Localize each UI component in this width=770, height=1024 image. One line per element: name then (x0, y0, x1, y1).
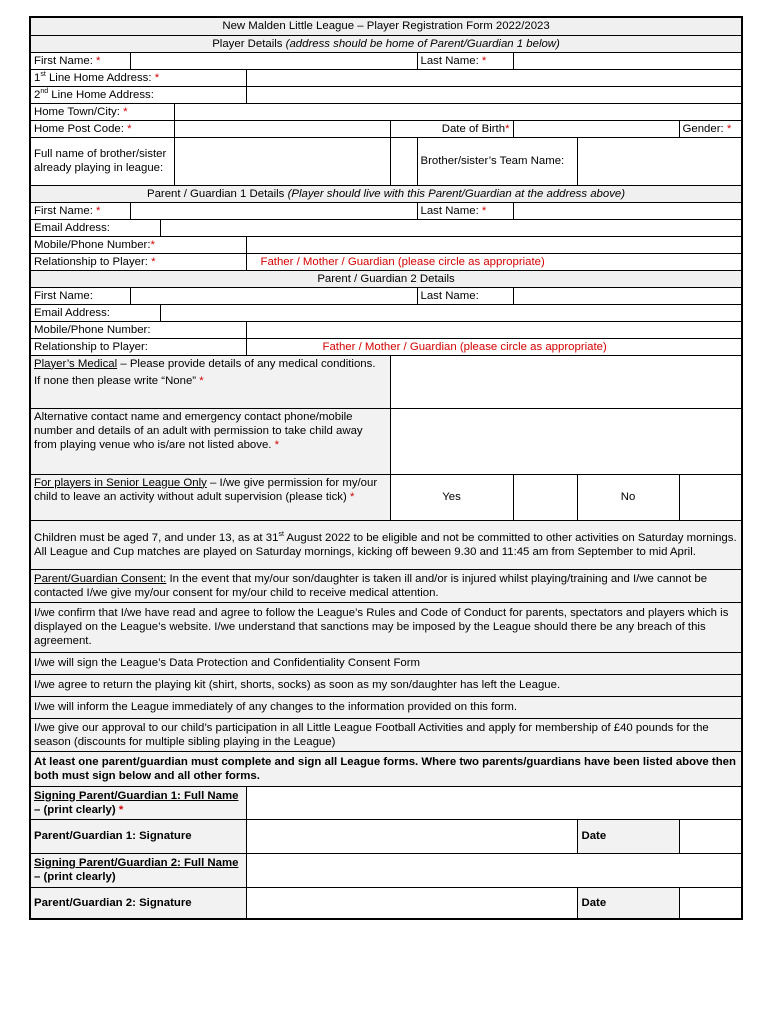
sibling-field[interactable] (174, 137, 390, 185)
emergency-label: Alternative contact name and emergency contact phone/mobile number and details of an adult with permission to take child away from playing venue who is/are not listed above. * (30, 408, 390, 474)
pg1-email-label: Email Address: (30, 219, 160, 236)
kit-return-text: I/we agree to return the playing kit (shirt, shorts, socks) as soon as my son/daughter has left the League. (30, 674, 742, 696)
pg1-last-name-label: Last Name: * (417, 202, 513, 219)
player-details-header: Player Details (address should be home of Parent/Guardian 1 below) (30, 35, 742, 52)
address2-field[interactable] (246, 86, 742, 103)
sign2-signature-field[interactable] (246, 887, 577, 919)
membership-text: I/we give our approval to our child’s participation in all Little League Football Activities and apply for membership of £40 pounds for the season (discounts for multiple sibling playing in the League) (30, 718, 742, 751)
pg1-first-name-label: First Name: * (30, 202, 130, 219)
pg2-email-label: Email Address: (30, 304, 160, 321)
form-title: New Malden Little League – Player Registration Form 2022/2023 (30, 17, 742, 35)
pg1-phone-field[interactable] (246, 236, 742, 253)
pg1-relationship-options[interactable]: Father / Mother / Guardian (please circle as appropriate) (246, 253, 742, 270)
dob-field[interactable] (513, 120, 679, 137)
address1-field[interactable] (246, 69, 742, 86)
pg2-relationship-label: Relationship to Player: (30, 338, 246, 355)
pg1-last-name-field[interactable] (513, 202, 742, 219)
pg2-first-name-label: First Name: (30, 287, 130, 304)
senior-yes-tick[interactable] (513, 474, 577, 520)
medical-field[interactable] (390, 355, 742, 408)
pg1-phone-label: Mobile/Phone Number:* (30, 236, 246, 253)
player-first-name-field[interactable] (130, 52, 417, 69)
senior-label: For players in Senior League Only – I/we give permission for my/our child to leave an activity without adult supervision (please tick) * (30, 474, 390, 520)
form-table (29, 16, 743, 920)
registration-form (29, 16, 741, 920)
sign2-name-field[interactable] (246, 853, 742, 887)
data-protection-text: I/we will sign the League’s Data Protection and Confidentiality Consent Form (30, 652, 742, 674)
senior-yes-label: Yes (390, 474, 513, 520)
pg2-header: Parent / Guardian 2 Details (30, 270, 742, 287)
town-label: Home Town/City: * (30, 103, 174, 120)
player-last-name-field[interactable] (513, 52, 742, 69)
sign1-date-label: Date (577, 819, 679, 853)
senior-no-tick[interactable] (679, 474, 742, 520)
age-rule: Children must be aged 7, and under 13, as at 31st August 2022 to be eligible and not be committed to other activities on Saturday mornings. All League and Cup matches are played on Saturday mornings, kicking off beween 9.30 and 11:45 am from September to mid April. (30, 520, 742, 569)
gender-label: Gender: * (679, 120, 742, 137)
senior-no-label: No (577, 474, 679, 520)
sibling-label: Full name of brother/sister already playing in league: (30, 137, 174, 185)
pg1-email-field[interactable] (160, 219, 742, 236)
pg1-relationship-label: Relationship to Player: * (30, 253, 246, 270)
pg2-relationship-options[interactable]: Father / Mother / Guardian (please circle as appropriate) (246, 338, 742, 355)
player-last-name-label: Last Name: * (417, 52, 513, 69)
inform-text: I/we will inform the League immediately of any changes to the information provided on this form. (30, 696, 742, 718)
pg2-email-field[interactable] (160, 304, 742, 321)
sibling-team-label: Brother/sister’s Team Name: (417, 137, 577, 185)
town-field[interactable] (174, 103, 742, 120)
postcode-label: Home Post Code: * (30, 120, 174, 137)
sign1-name-field[interactable] (246, 786, 742, 819)
sign2-signature-label: Parent/Guardian 2: Signature (30, 887, 246, 919)
sign1-name-label: Signing Parent/Guardian 1: Full Name – (print clearly) * (30, 786, 246, 819)
sign2-name-label: Signing Parent/Guardian 2: Full Name – (print clearly) (30, 853, 246, 887)
sibling-team-field[interactable] (577, 137, 742, 185)
address1-label: 1st Line Home Address: * (30, 69, 246, 86)
rules-text: I/we confirm that I/we have read and agree to follow the League’s Rules and Code of Conduct for parents, spectators and players which is displayed on the League’s website. I/we understand that sanctions may be imposed by the League should there be any breach of this agreement. (30, 602, 742, 652)
pg1-header: Parent / Guardian 1 Details (Player should live with this Parent/Guardian at the address above) (30, 185, 742, 202)
spacer-cell (390, 137, 417, 185)
address2-label: 2nd Line Home Address: (30, 86, 246, 103)
sign1-signature-field[interactable] (246, 819, 577, 853)
sign-notice: At least one parent/guardian must complete and sign all League forms. Where two parents/guardians have been listed above then both must sign below and all other forms. (30, 751, 742, 786)
sign2-date-label: Date (577, 887, 679, 919)
consent-text: Parent/Guardian Consent: In the event that my/our son/daughter is taken ill and/or is injured whilst playing/training and I/we cannot be contacted I/we give my/our consent for my/our child to receive medical attention. (30, 569, 742, 602)
pg2-phone-label: Mobile/Phone Number: (30, 321, 246, 338)
sign1-date-field[interactable] (679, 819, 742, 853)
pg1-first-name-field[interactable] (130, 202, 417, 219)
player-first-name-label: First Name: * (30, 52, 130, 69)
medical-label: Player’s Medical – Please provide details of any medical conditions. If none then please write “None” * (30, 355, 390, 408)
sign1-signature-label: Parent/Guardian 1: Signature (30, 819, 246, 853)
sign2-date-field[interactable] (679, 887, 742, 919)
postcode-field[interactable] (174, 120, 390, 137)
dob-label: Date of Birth* (390, 120, 513, 137)
pg2-last-name-label: Last Name: (417, 287, 513, 304)
pg2-last-name-field[interactable] (513, 287, 742, 304)
pg2-phone-field[interactable] (246, 321, 742, 338)
pg2-first-name-field[interactable] (130, 287, 417, 304)
emergency-field[interactable] (390, 408, 742, 474)
